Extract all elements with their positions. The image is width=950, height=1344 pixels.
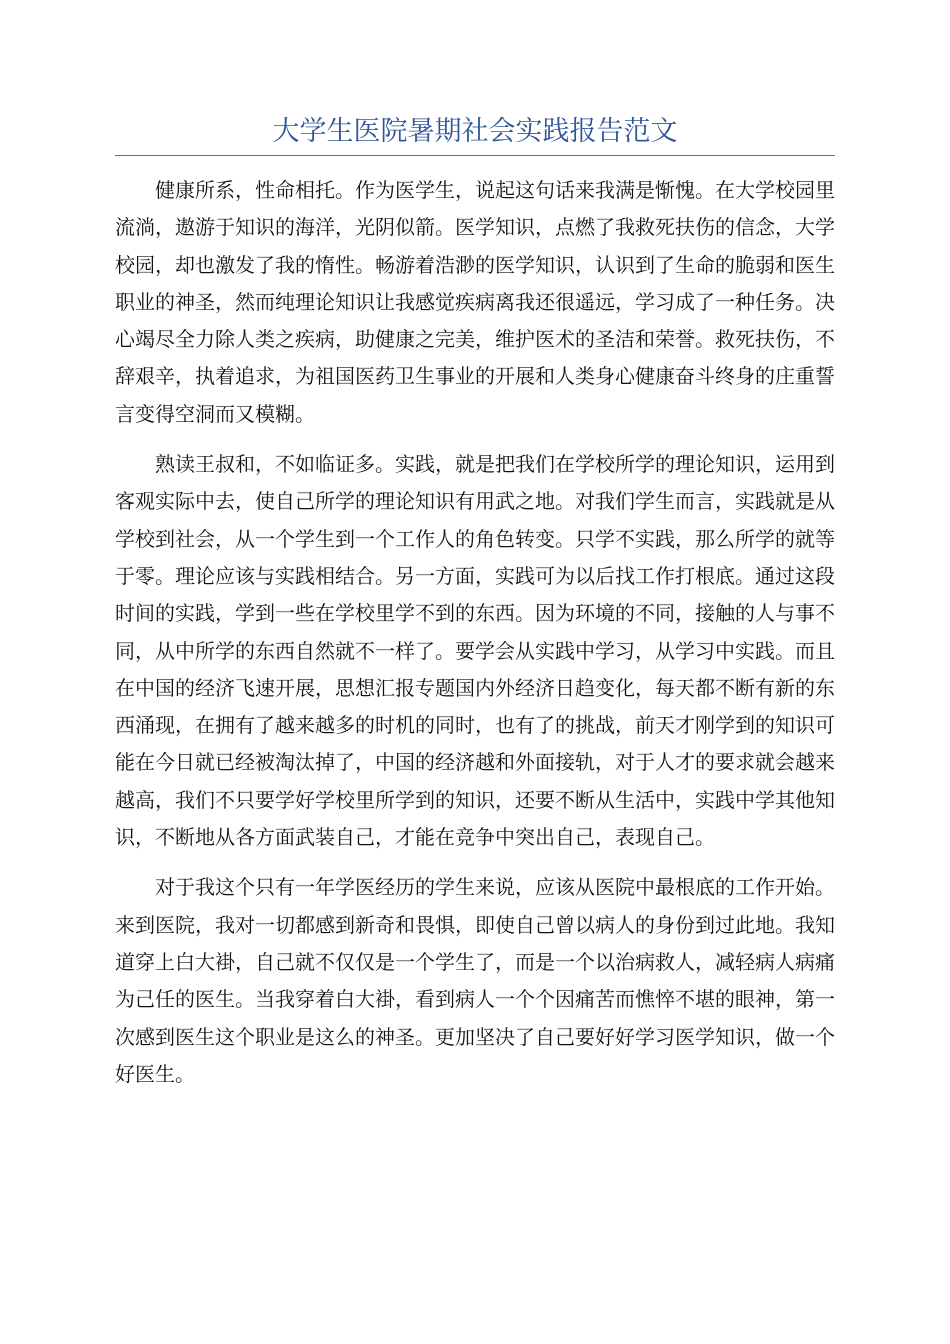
page-title: 大学生医院暑期社会实践报告范文: [272, 116, 678, 147]
paragraph: 熟读王叔和，不如临证多。实践，就是把我们在学校所学的理论知识，运用到客观实际中去，使自己所学的理论知识有用武之地。对我们学生而言，实践就是从学校到社会，从一个学生到一个工作人的角色转变。只学不实践，那么所学的就等于零。理论应该与实践相结合。另一方面，实践可为以后找工作打根底。通过这段时间的实践，学到一些在学校里学不到的东西。因为环境的不同，接触的人与事不同，从中所学的东西自然就不一样了。要学会从实践中学习，从学习中实践。而且在中国的经济飞速开展，思想汇报专题国内外经济日趋变化，每天都不断有新的东西涌现，在拥有了越来越多的时机的同时，也有了的挑战，前天才刚学到的知识可能在今日就已经被淘汰掉了，中国的经济越和外面接轨，对于人才的要求就会越来越高，我们不只要学好学校里所学到的知识，还要不断从生活中，实践中学其他知识，不断地从各方面武装自己，才能在竞争中突出自己，表现自己。: [115, 452, 835, 850]
paragraph: 健康所系，性命相托。作为医学生，说起这句话来我满是惭愧。在大学校园里流淌，遨游于知识的海洋，光阴似箭。医学知识，点燃了我救死扶伤的信念，大学校园，却也激发了我的惰性。畅游着浩渺的医学知识，认识到了生命的脆弱和医生职业的神圣，然而纯理论知识让我感觉疾病离我还很遥远，学习成了一种任务。决心竭尽全力除人类之疾病，助健康之完美，维护医术的圣洁和荣誉。救死扶伤，不辞艰辛，执着追求，为祖国医药卫生事业的开展和人类身心健康奋斗终身的庄重誓言变得空洞而又模糊。: [115, 178, 835, 426]
title-underline: [115, 155, 835, 156]
paragraph: 对于我这个只有一年学医经历的学生来说，应该从医院中最根底的工作开始。来到医院，我对一切都感到新奇和畏惧，即使自己曾以病人的身份到过此地。我知道穿上白大褂，自己就不仅仅是一个学生了，而是一个以治病救人，减轻病人病痛为己任的医生。当我穿着白大褂，看到病人一个个因痛苦而憔悴不堪的眼神，第一次感到医生这个职业是这么的神圣。更加坚决了自己要好好学习医学知识，做一个好医生。: [115, 875, 835, 1086]
document-body: [115, 172, 835, 1093]
